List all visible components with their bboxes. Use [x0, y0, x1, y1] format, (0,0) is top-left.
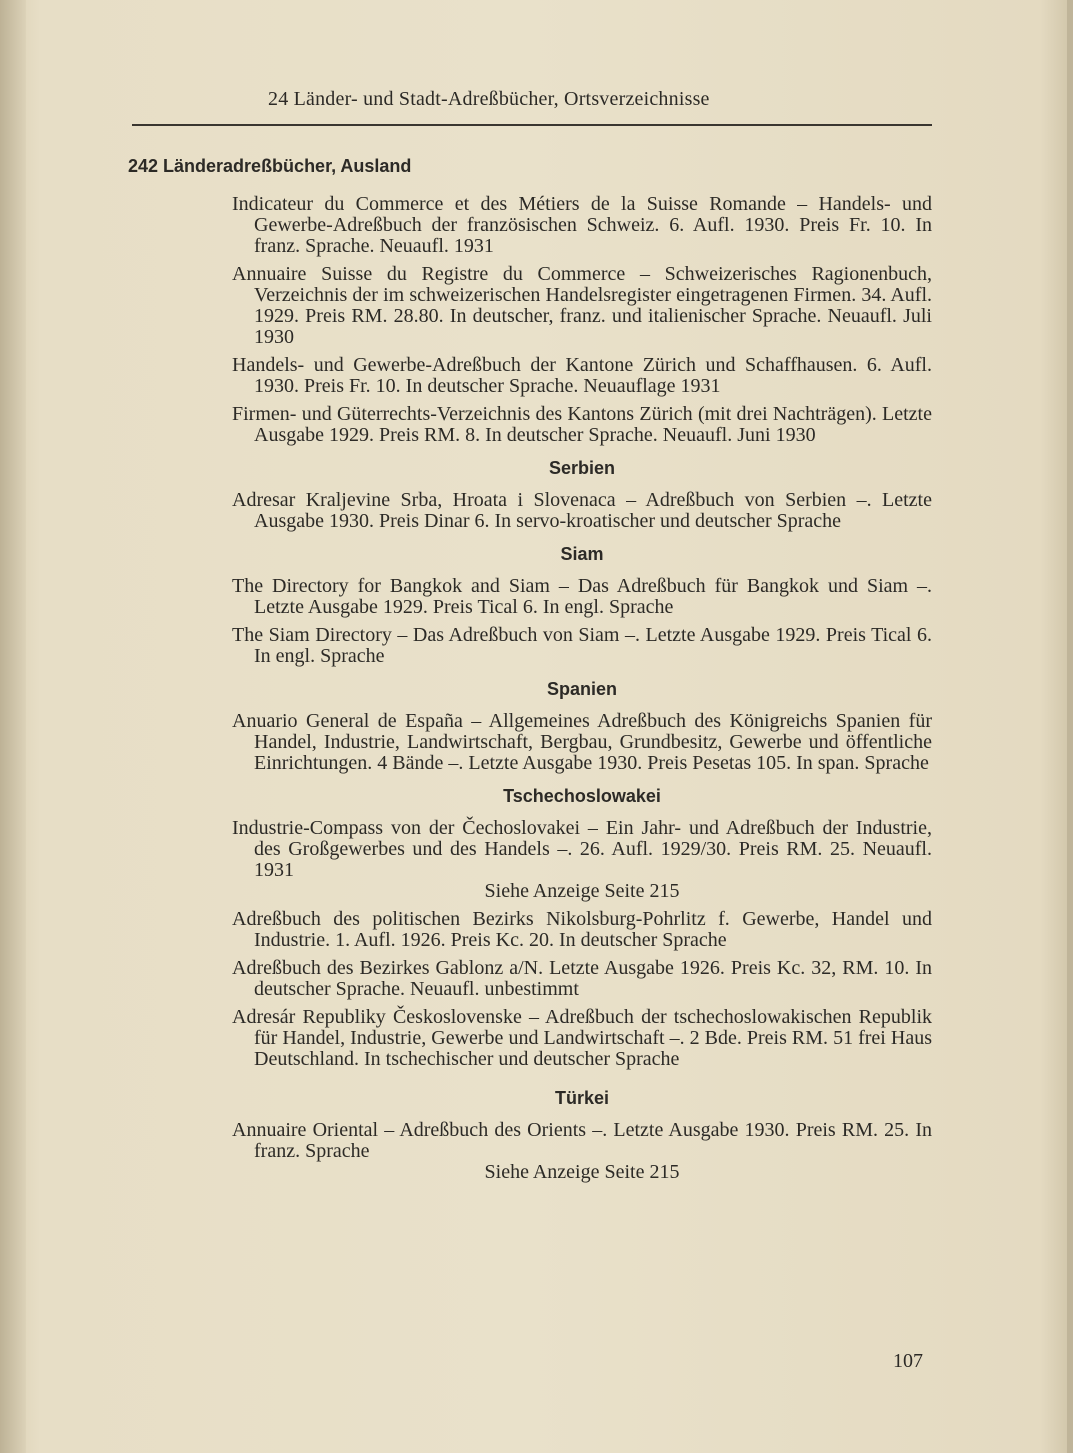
- running-title: 24 Länder- und Stadt-Adreßbücher, Ortsverzeichnisse: [268, 88, 710, 110]
- entry-annuaire-suisse: Annuaire Suisse du Registre du Commerce – Schweizerisches Ragionenbuch, Verzeichnis der im schweizerischen Handelsregister eingetragenen Firmen. 34. Aufl. 1929. Preis RM. 28.80. In deutscher, franz. und italienischer Sprache. Neuaufl. Juli 1930: [232, 263, 932, 348]
- country-heading-tschechoslowakei: Tschechoslowakei: [503, 786, 661, 806]
- country-heading-tuerkei: Türkei: [554, 1088, 610, 1108]
- entry-annuaire-oriental: Annuaire Oriental – Adreßbuch des Orients –. Letzte Ausgabe 1930. Preis RM. 25. In franz. Sprache: [232, 1119, 932, 1162]
- page-edge-right: [1067, 0, 1073, 1453]
- country-heading-siam: Siam: [560, 544, 604, 564]
- section-heading: 242 Länderadreßbücher, Ausland: [128, 156, 412, 176]
- entry-gablonz: Adreßbuch des Bezirkes Gablonz a/N. Letzte Ausgabe 1926. Preis Kc. 32, RM. 10. In deutscher Sprache. Neuaufl. unbestimmt: [232, 957, 932, 1000]
- country-heading-serbien: Serbien: [548, 458, 616, 478]
- advert-reference: Siehe Anzeige Seite 215: [484, 880, 680, 902]
- entry-siam-directory: The Siam Directory – Das Adreßbuch von Siam –. Letzte Ausgabe 1929. Preis Tical 6. In engl. Sprache: [232, 624, 932, 667]
- entry-gueterrechts: Firmen- und Güterrechts-Verzeichnis des Kantons Zürich (mit drei Nachträgen). Letzte Ausgabe 1929. Preis RM. 8. In deutscher Sprache. Neuaufl. Juni 1930: [232, 403, 932, 446]
- country-heading-spanien: Spanien: [546, 679, 617, 699]
- advert-reference: Siehe Anzeige Seite 215: [484, 1161, 680, 1183]
- entry-directory-bangkok: The Directory for Bangkok and Siam – Das Adreßbuch für Bangkok und Siam –. Letzte Ausgabe 1929. Preis Tical 6. In engl. Sprache: [232, 575, 932, 618]
- page-number: 107: [893, 1350, 923, 1372]
- entry-zuerich-schaffhausen: Handels- und Gewerbe-Adreßbuch der Kantone Zürich und Schaffhausen. 6. Aufl. 1930. Preis Fr. 10. In deutscher Sprache. Neuauflage 1931: [232, 354, 932, 397]
- entry-nikolsburg: Adreßbuch des politischen Bezirks Nikolsburg-Pohrlitz f. Gewerbe, Handel und Industrie. 1. Aufl. 1926. Preis Kc. 20. In deutscher Sprache: [232, 908, 932, 951]
- entry-adresar-republiky: Adresár Republiky Československe – Adreßbuch der tschechoslowakischen Republik für Handel, Industrie, Gewerbe und Landwirtschaft –. 2 Bde. Preis RM. 51 frei Haus Deutschland. In tschechischer und deutscher Sprache: [232, 1006, 932, 1070]
- entry-adresar-kraljevine: Adresar Kraljevine Srba, Hroata i Slovenaca – Adreßbuch von Serbien –. Letzte Ausgabe 1930. Preis Dinar 6. In servo-kroatischer und deutscher Sprache: [232, 489, 932, 532]
- entry-anuario-general: Anuario General de España – Allgemeines Adreßbuch des Königreichs Spanien für Handel, Industrie, Landwirtschaft, Bergbau, Grundbesitz, Gewerbe und öffentliche Einrichtungen. 4 Bände –. Letzte Ausgabe 1930. Preis Pesetas 105. In span. Sprache: [232, 710, 932, 774]
- entry-indicateur: Indicateur du Commerce et des Métiers de la Suisse Romande – Handels- und Gewerbe-Adreßbuch der französischen Schweiz. 6. Aufl. 1930. Preis Fr. 10. In franz. Sprache. Neuaufl. 1931: [232, 193, 932, 257]
- entry-industrie-compass: Industrie-Compass von der Čechoslovakei – Ein Jahr- und Adreßbuch der Industrie, des Großgewerbes und des Handels –. 26. Aufl. 1929/30. Preis RM. 25. Neuaufl. 1931: [232, 817, 932, 881]
- entries-column: [232, 194, 932, 1190]
- header-rule: [132, 124, 932, 126]
- page-edge-left: [0, 0, 26, 1453]
